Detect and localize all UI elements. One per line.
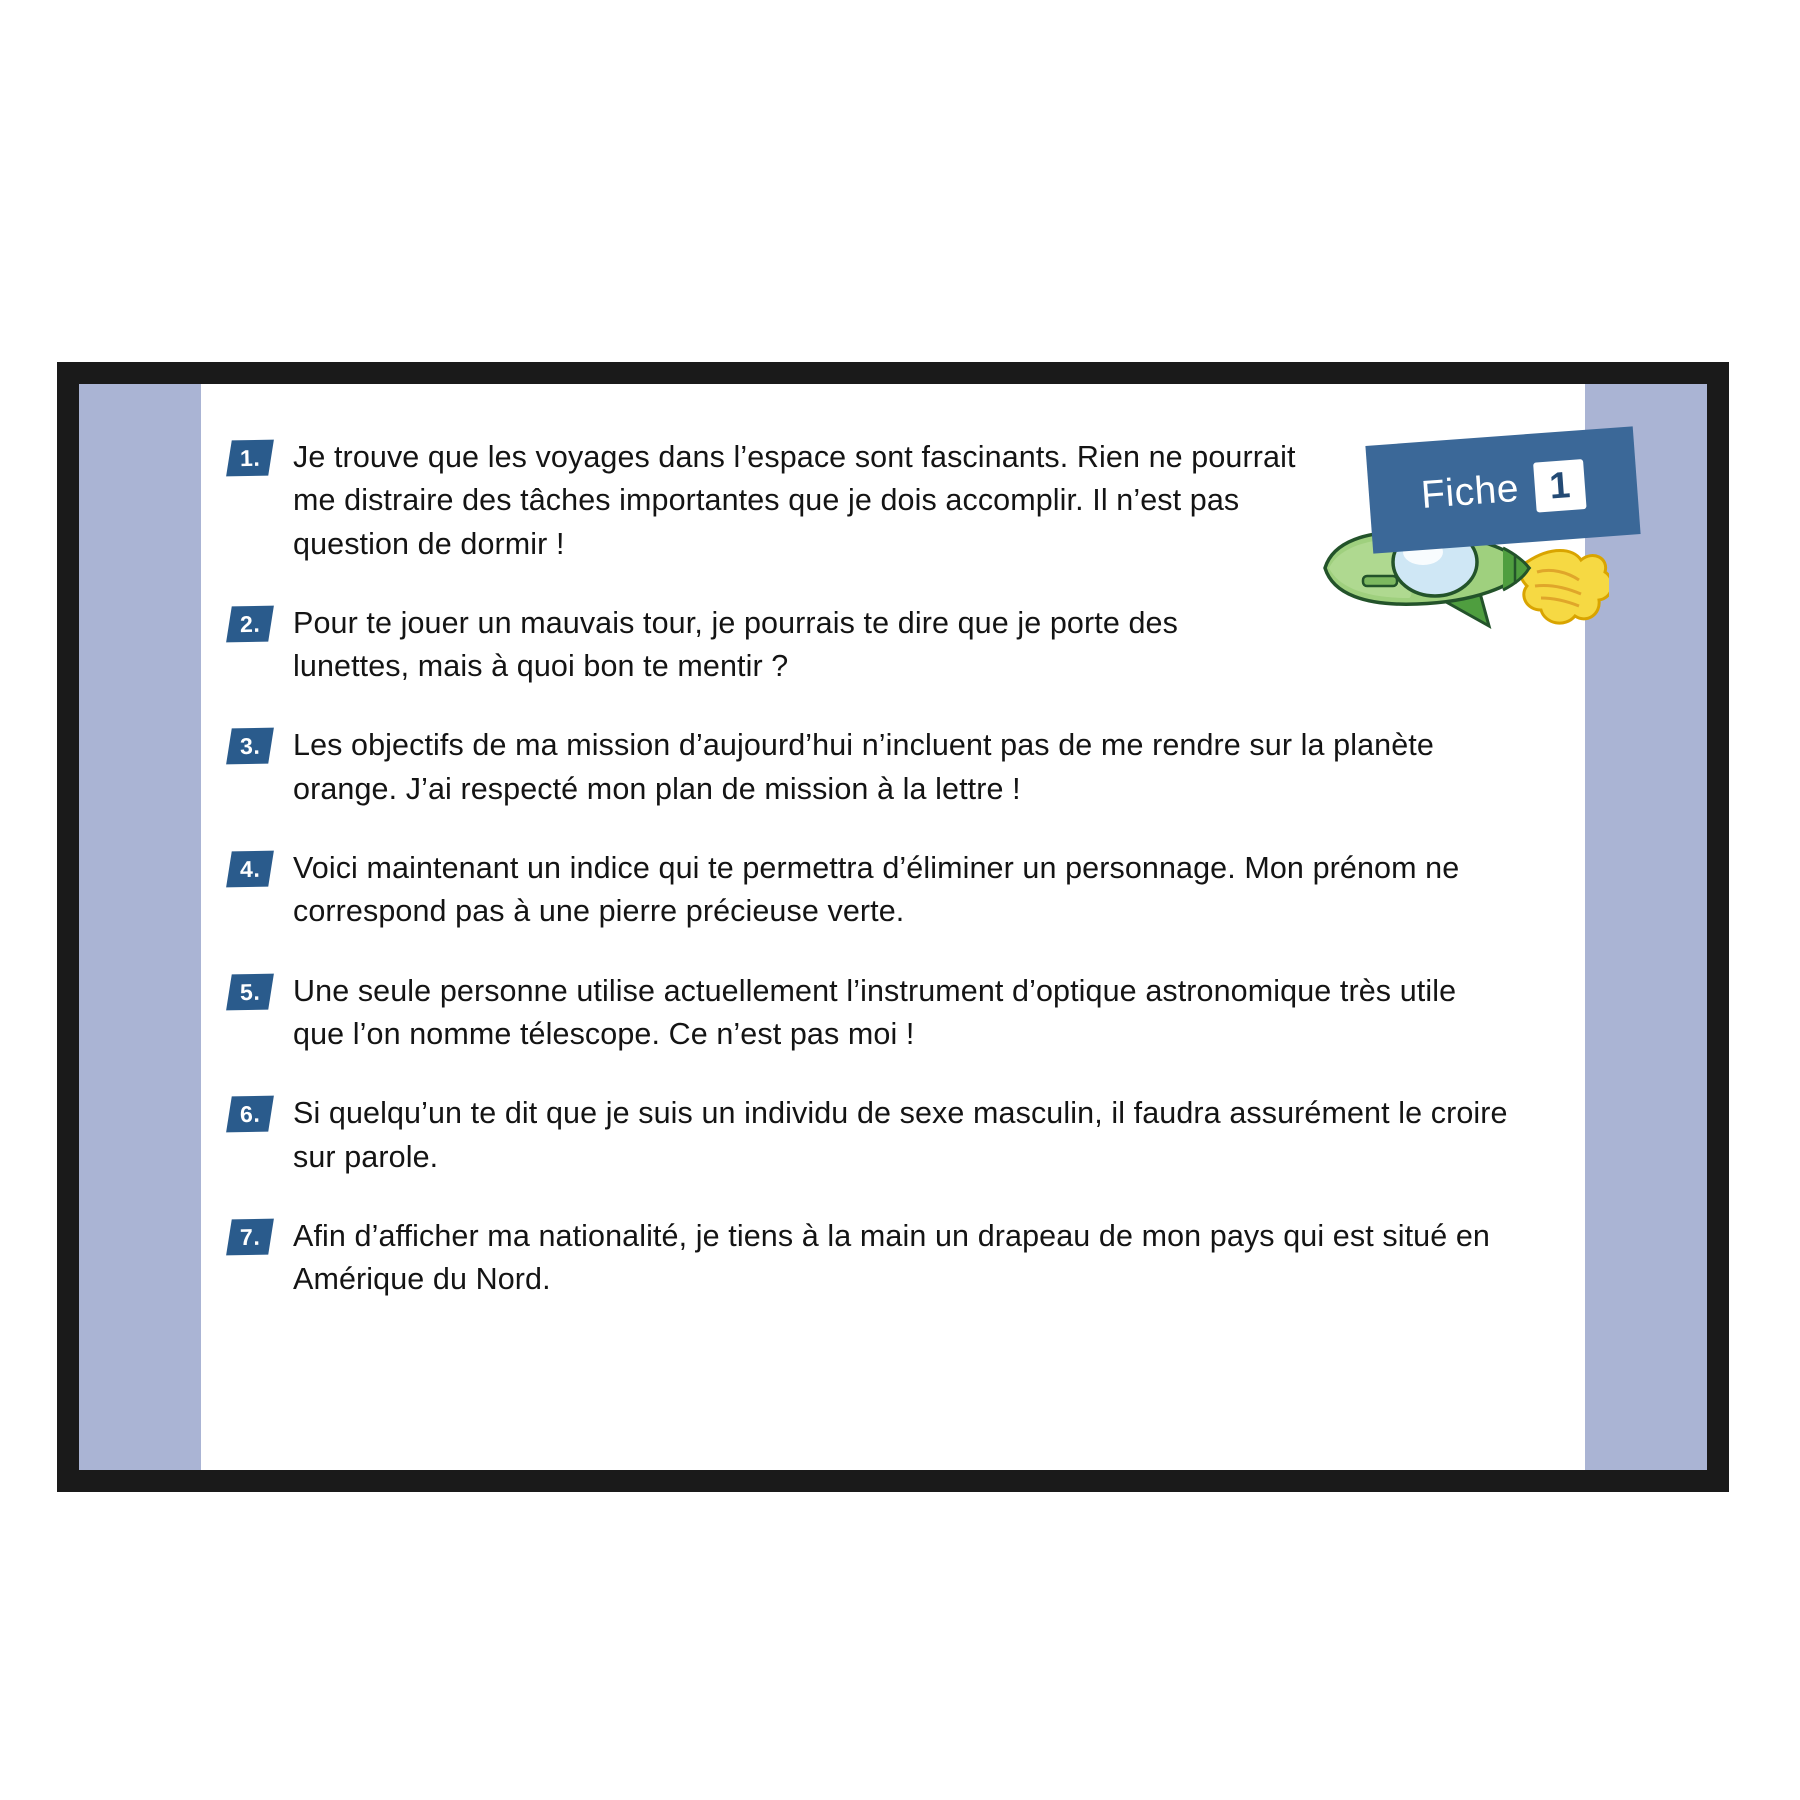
clue-number-badge — [226, 440, 274, 477]
clue-text: Afin d’afficher ma nationalité, je tiens à la main un drapeau de mon pays qui est situé en Amérique du Nord. — [293, 1218, 1490, 1297]
clue-text: Je trouve que les voyages dans l’espace sont fascinants. Rien ne pourrait me distraire des tâches importantes que je dois accomplir. Il n’est pas question de dormir ! — [293, 440, 1296, 561]
clue-number: 7. — [239, 1223, 261, 1251]
clue-number-badge — [226, 1096, 274, 1133]
list-item — [229, 724, 1567, 811]
clue-number-badge — [226, 1218, 274, 1255]
clue-card-inner — [79, 384, 1707, 1470]
right-color-band — [1585, 384, 1707, 1470]
clue-list — [229, 436, 1567, 1450]
list-item — [229, 847, 1567, 934]
clue-number: 6. — [239, 1101, 261, 1128]
clue-number: 1. — [239, 444, 261, 472]
list-item — [229, 970, 1567, 1057]
left-color-band — [79, 384, 201, 1470]
clue-number: 4. — [239, 855, 261, 883]
list-item — [229, 1215, 1567, 1302]
list-item — [229, 602, 1567, 689]
clue-card — [57, 362, 1729, 1492]
clue-number-badge — [226, 605, 274, 642]
fiche-number: 1 — [1533, 459, 1587, 513]
clue-text: Si quelqu’un te dit que je suis un individu de sexe masculin, il faudra assurément le croire sur parole. — [293, 1096, 1508, 1174]
clue-number-badge — [226, 728, 274, 765]
clue-number: 2. — [239, 610, 261, 638]
clue-number-badge — [226, 973, 274, 1010]
clue-text: Les objectifs de ma mission d’aujourd’hui n’incluent pas de me rendre sur la planète orange. J’ai respecté mon plan de mission à la lettre ! — [293, 728, 1434, 806]
list-item — [229, 1092, 1567, 1179]
fiche-label: Fiche — [1419, 466, 1521, 517]
clue-number: 3. — [239, 733, 261, 760]
clue-text: Une seule personne utilise actuellement l’instrument d’optique astronomique très utile que l’on nomme télescope. Ce n’est pas moi ! — [293, 973, 1457, 1051]
list-item — [229, 436, 1567, 566]
clue-number-badge — [226, 851, 274, 888]
clue-text: Pour te jouer un mauvais tour, je pourrais te dire que je porte des lunettes, mais à quoi bon te mentir ? — [293, 605, 1178, 684]
clue-text: Voici maintenant un indice qui te permettra d’éliminer un personnage. Mon prénom ne correspond pas à une pierre précieuse verte. — [293, 851, 1460, 929]
clue-number: 5. — [239, 978, 261, 1005]
